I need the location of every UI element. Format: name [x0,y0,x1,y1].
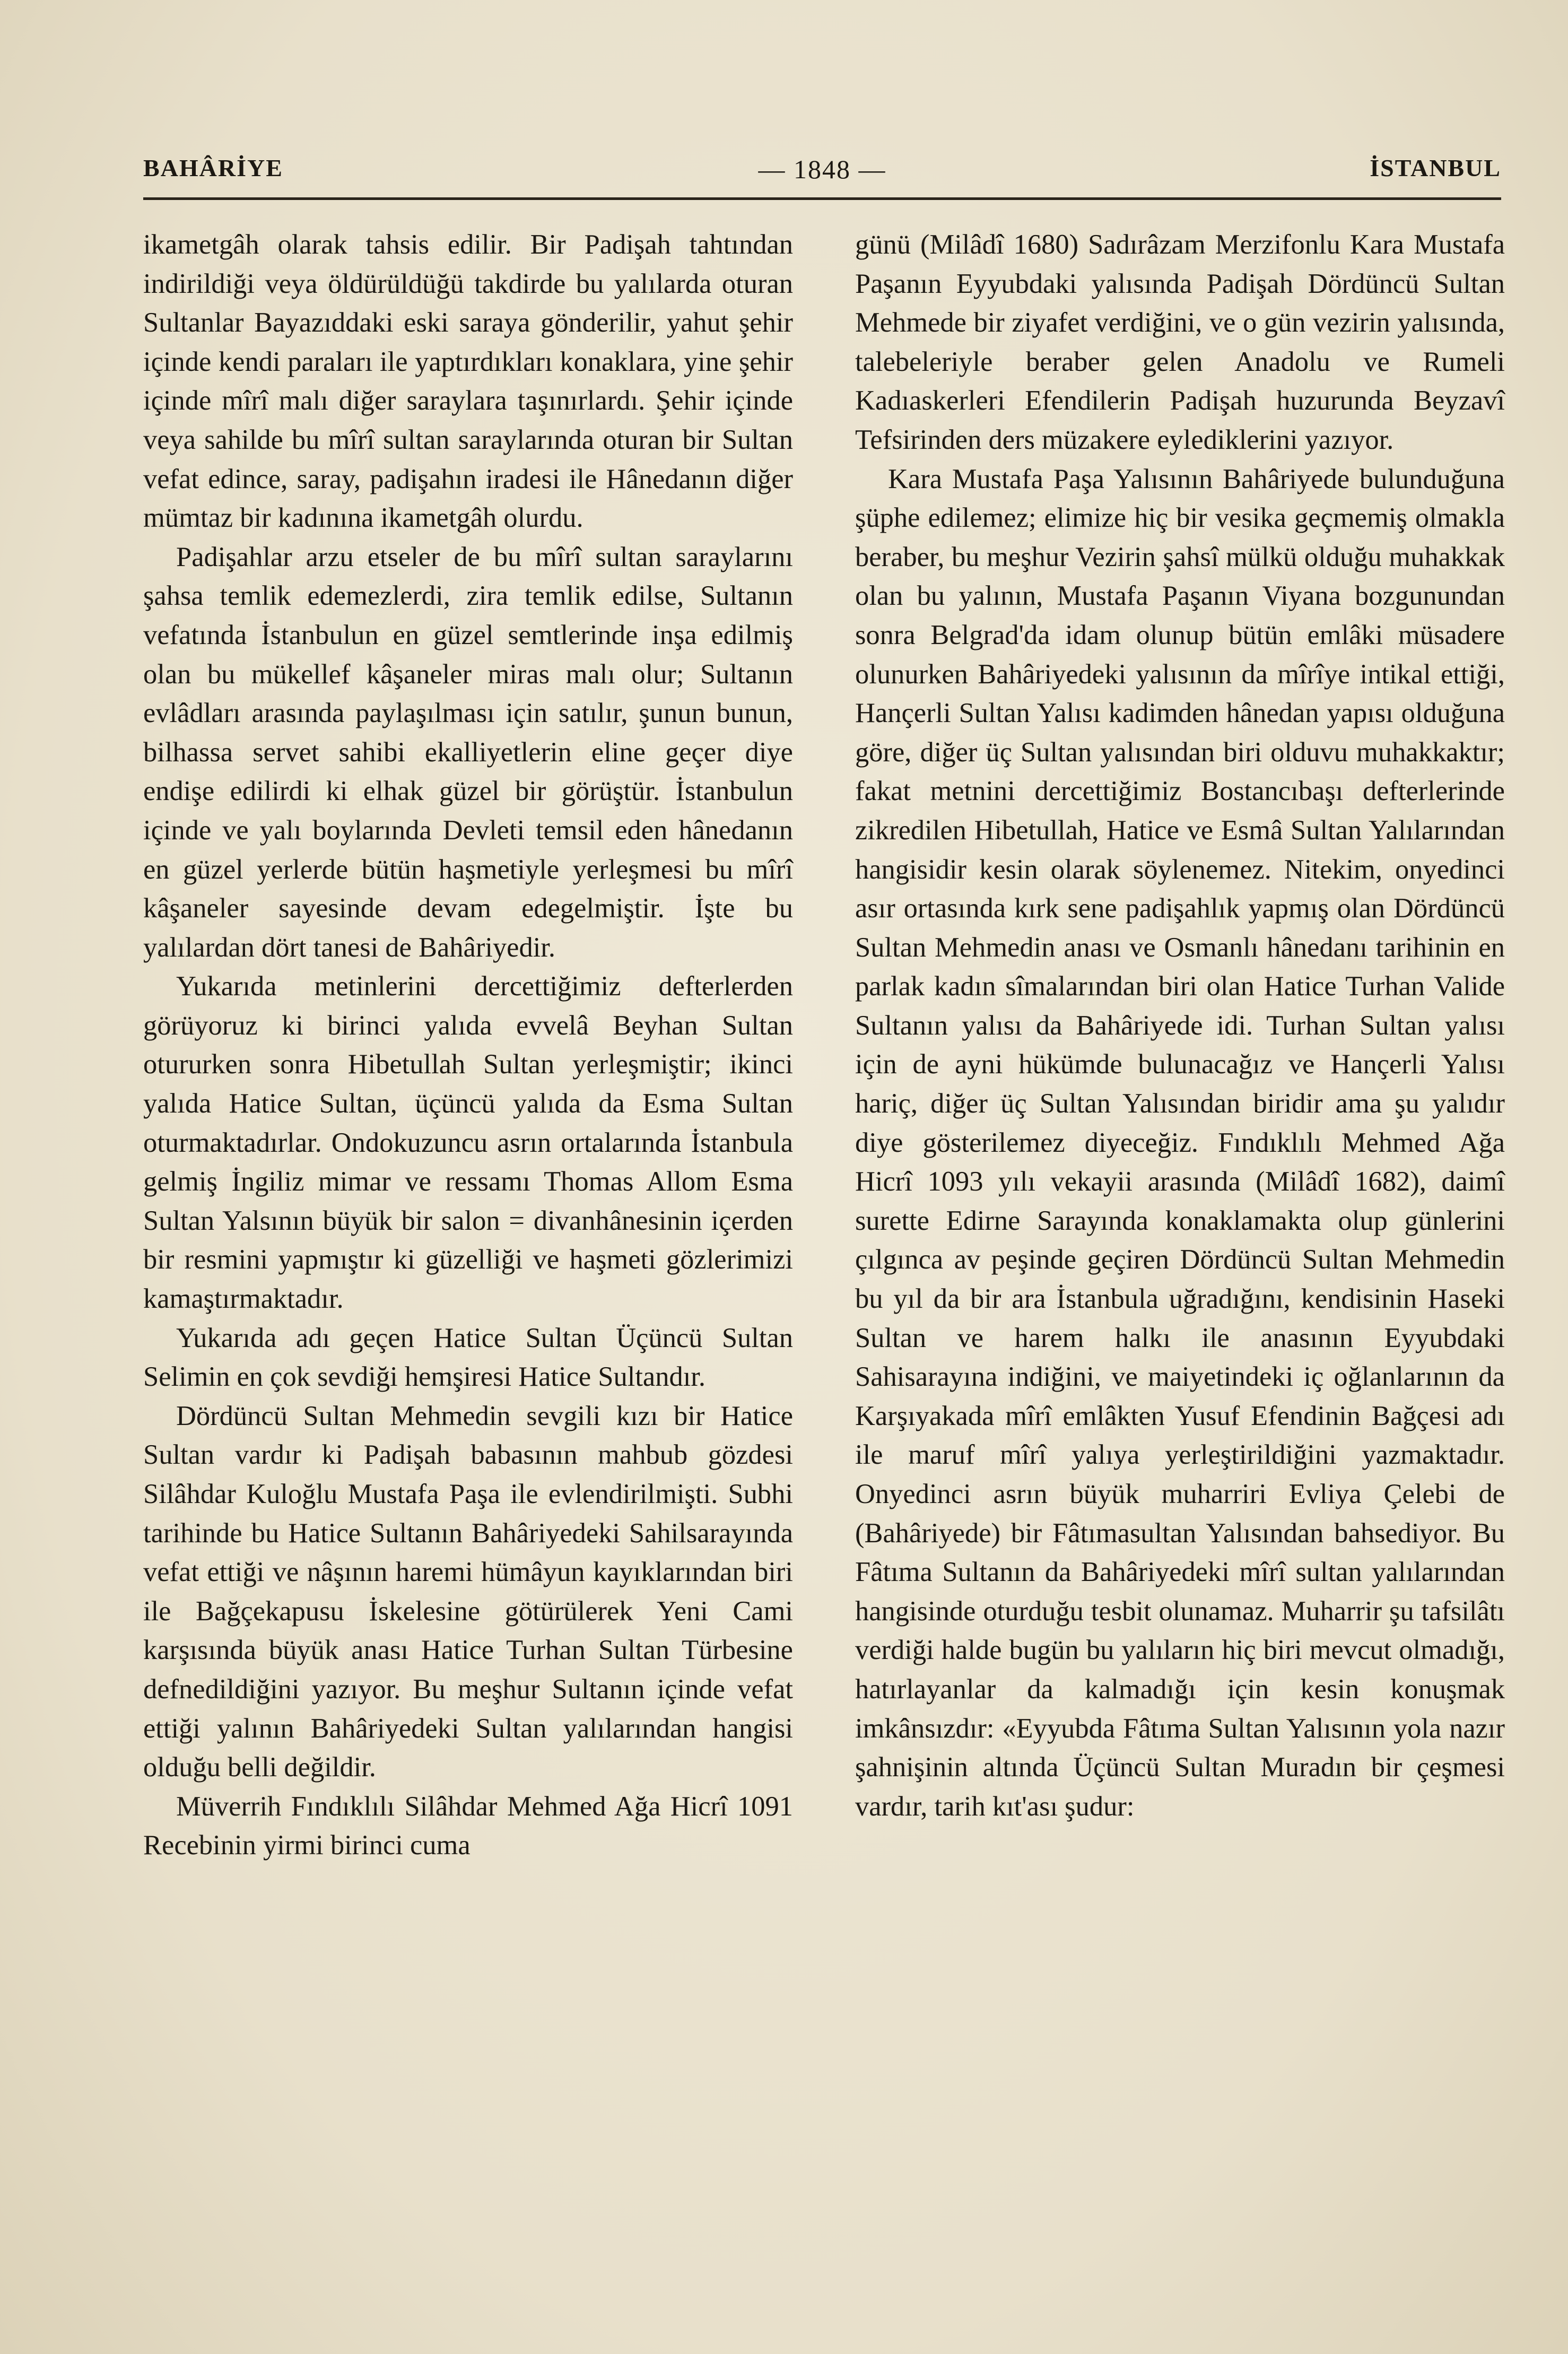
paragraph: ikametgâh olarak tahsis edilir. Bir Padişah tahtından indirildiği veya öldürüldüğü takdirde bu yalılarda oturan Sultanlar Bayazıddaki eski saraya gönderilir, yahut şehir içinde kendi paraları ile yaptırdıkları konaklara, yine şehir içinde mîrî malı diğer saraylara taşınırlardı. Şehir içinde veya sahilde bu mîrî sultan saraylarında oturan bir Sultan vefat edince, saray, padişahın iradesi ile Hânedanın diğer mümtaz bir kadınına ikametgâh olurdu. [143,229,793,534]
header-rule [143,197,1501,200]
paragraph: Dördüncü Sultan Mehmedin sevgili kızı bir Hatice Sultan vardır ki Padişah babasının mahbub gözdesi Silâhdar Kuloğlu Mustafa Paşa ile evlendirilmişti. Subhi tarihinde bu Hatice Sultanın Bahâriyedeki Sahilsarayında vefat ettiği ve nâşının haremi hümâyun kayıklarından biri ile Bağçekapusu İskelesine götürülerek Yeni Cami karşısında büyük anası Hatice Turhan Sultan Türbesine defnedildiğini yazıyor. Bu meşhur Sultanın içinde vefat ettiği yalının Bahâriyedeki Sultan yalılarından hangisi olduğu belli değildir. [143,1400,793,1783]
running-head [143,154,1501,191]
paragraph: günü (Milâdî 1680) Sadırâzam Merzifonlu Kara Mustafa Paşanın Eyyubdaki yalısında Padişah Dördüncü Sultan Mehmede bir ziyafet verdiğini, ve o gün vezirin yalısında, talebeleriyle beraber gelen Anadolu ve Rumeli Kadıaskerleri Efendilerin Padişah huzurunda Beyzavî Tefsirinden ders müzakere eylediklerini yazıyor. [855,229,1505,455]
paragraph: Müverrih Fındıklılı Silâhdar Mehmed Ağa Hicrî 1091 Recebinin yirmi birinci cuma [143,1791,793,1861]
right-column [855,225,1505,1826]
page-number: — 1848 — [758,154,886,184]
paragraph: Padişahlar arzu etseler de bu mîrî sultan saraylarını şahsa temlik edemezlerdi, zira temlik edilse, Sultanın vefatında İstanbulun en güzel semtlerinde inşa edilmiş olan bu mükellef kâşaneler miras malı olur; Sultanın evlâdları arasında paylaşılması için satılır, şunun bunun, bilhassa servet sahibi ekalliyetlerin eline geçer diye endişe edilirdi ki elhak güzel bir görüştür. İstanbulun içinde ve yalı boylarında Devleti temsil eden hânedanın en güzel yerlerde bütün haşmetiyle yerleşmesi bu mîrî kâşaneler sayesinde devam edegelmiştir. İşte bu yalılardan dört tanesi de Bahâriyedir. [143,541,793,963]
header-volume-title: İSTANBUL [1370,154,1501,181]
header-section-title: BAHÂRİYE [143,154,283,181]
paragraph: Yukarıda adı geçen Hatice Sultan Üçüncü Sultan Selimin en çok sevdiği hemşiresi Hatice Sultandır. [143,1322,793,1393]
paragraph: Kara Mustafa Paşa Yalısının Bahâriyede bulunduğuna şüphe edilemez; elimize hiç bir vesika geçmemiş olmakla beraber, bu meşhur Vezirin şahsî mülkü olduğu muhakkak olan bu yalının, Mustafa Paşanın Viyana bozgunundan sonra Belgrad'da idam olunup bütün emlâki müsadere olunurken Bahâriyedeki yalısının da mîrîye intikal ettiği, Hançerli Sultan Yalısı kadimden hânedan yapısı olduğuna göre, diğer üç Sultan yalısından biri olduvu muhakkaktır; fakat metnini dercettiğimiz Bostancıbaşı defterlerinde zikredilen Hibetullah, Hatice ve Esmâ Sultan Yalılarından hangisidir kesin olarak söylenemez. Nitekim, onyedinci asır ortasında kırk sene padişahlık yapmış olan Dördüncü Sultan Mehmedin anası ve Osmanlı hânedanı tarihinin en parlak kadın sîmalarından biri olan Hatice Turhan Valide Sultanın yalısı da Bahâriyede idi. Turhan Sultan yalısı için de ayni hükümde bulunacağız ve Hançerli Yalısı hariç, diğer üç Sultan Yalısından biridir ama şu yalıdır diye gösterilemez diyeceğiz. Fındıklılı Mehmed Ağa Hicrî 1093 yılı vekayii arasında (Milâdî 1682), daimî surette Edirne Sarayında konaklamakta olup günlerini çılgınca av peşinde geçiren Dördüncü Sultan Mehmedin bu yıl da bir ara İstanbula uğradığını, kendisinin Haseki Sultan ve harem halkı ile anasının Eyyubdaki Sahisarayına indiğini, ve maiyetindeki iç oğlanlarının da Karşıyakada mîrî emlâkten Yusuf Efendinin Bağçesi adı ile maruf mîrî yalıya yerleştirildiğini yazmaktadır. Onyedinci asrın büyük muharriri Evliya Çelebi de (Bahâriyede) bir Fâtımasultan Yalısından bahsediyor. Bu Fâtıma Sultanın da Bahâriyedeki mîrî sultan yalılarından hangisinde oturduğu tesbit olunamaz. Muharrir şu tafsilâtı verdiği halde bugün bu yalıların hiç biri mevcut olmadığı, hatırlayanlar da kalmadığı için kesin konuşmak imkânsızdır: «Eyyubda Fâtıma Sultan Yalısının yola nazır şahnişinin altında Üçüncü Sultan Muradın bir çeşmesi vardır, tarih kıt'ası şudur: [855,463,1505,1822]
left-column [143,225,793,1865]
paragraph: Yukarıda metinlerini dercettiğimiz defterlerden görüyoruz ki birinci yalıda evvelâ Beyhan Sultan otururken sonra Hibetullah Sultan yerleşmiştir; ikinci yalıda Hatice Sultan, üçüncü yalıda da Esma Sultan oturmaktadırlar. Ondokuzuncu asrın ortalarında İstanbula gelmiş İngiliz mimar ve ressamı Thomas Allom Esma Sultan Yalsının büyük bir salon = divanhânesinin içerden bir resmini yapmıştır ki güzelliği ve haşmeti gözlerimizi kamaştırmaktadır. [143,971,793,1315]
